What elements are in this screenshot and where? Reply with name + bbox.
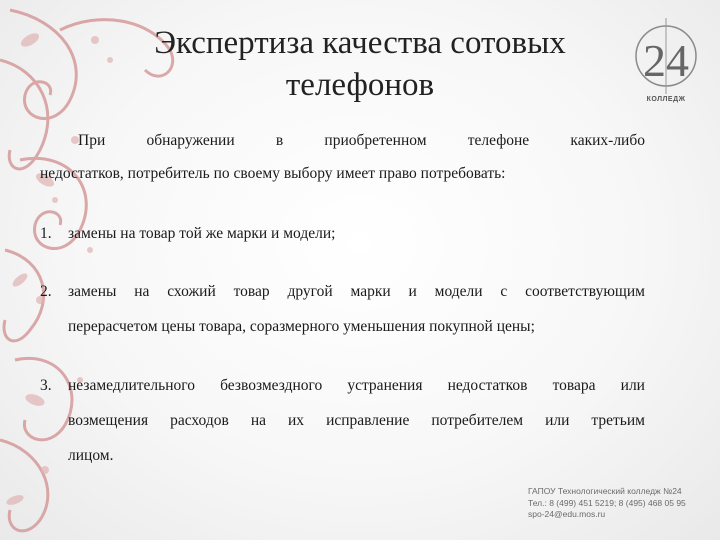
- word: модели: [434, 283, 483, 300]
- word: расходов: [170, 412, 229, 429]
- logo-numeral: 24: [643, 35, 689, 86]
- footer-contacts: [528, 486, 718, 521]
- word: товар: [233, 283, 270, 300]
- word: незамедлительного: [68, 377, 195, 394]
- word: обнаружении: [146, 132, 235, 149]
- page-title: Экспертиза качества сотовых телефонов: [154, 25, 566, 103]
- word: замены: [68, 283, 117, 300]
- word: схожий: [167, 283, 216, 300]
- word: приобретенном: [324, 132, 427, 149]
- word: и: [408, 283, 417, 300]
- word: безвозмездного: [220, 377, 323, 394]
- footer-phone: Тел.: 8 (499) 451 5219; 8 (495) 468 05 95: [528, 497, 686, 508]
- word: или: [545, 412, 570, 429]
- word: товара: [552, 377, 596, 394]
- list-item-number: 1.: [40, 225, 52, 242]
- intro-line-2: недостатков, потребитель по своему выбору имеет право потребовать:: [40, 165, 506, 182]
- list-item: [40, 216, 645, 251]
- word: в: [275, 132, 284, 149]
- footer-email: spo-24@edu.mos.ru: [528, 509, 606, 519]
- word: их: [288, 412, 305, 429]
- list-item-text: замены на товар той же марки и модели;: [68, 225, 336, 242]
- intro-paragraph: [40, 124, 645, 190]
- logo-caption: КОЛЛЕДЖ: [646, 96, 686, 103]
- list-item-line: [68, 274, 645, 309]
- word: с: [500, 283, 508, 300]
- word: соответствующим: [525, 283, 645, 300]
- word: потребителем: [431, 412, 524, 429]
- word: третьим: [591, 412, 645, 429]
- list-item: [40, 368, 645, 473]
- word: возмещения: [68, 412, 149, 429]
- list-item-number: 3.: [40, 377, 52, 394]
- word: другой: [287, 283, 333, 300]
- list-item-line: лицом.: [68, 447, 114, 464]
- list-item-line: [68, 403, 645, 438]
- list-item-number: 2.: [40, 283, 52, 300]
- word: При: [78, 132, 106, 149]
- word: марки: [350, 283, 391, 300]
- word: или: [620, 377, 645, 394]
- word: телефоне: [467, 132, 530, 149]
- word: на: [250, 412, 267, 429]
- word: недостатков: [447, 377, 528, 394]
- list-item-line: перерасчетом цены товара, соразмерного уменьшения покупной цены;: [68, 318, 535, 335]
- footer-org: ГАПОУ Технологический колледж №24: [528, 486, 682, 496]
- list-item: [40, 274, 645, 344]
- word: каких-либо: [570, 132, 645, 149]
- word: на: [134, 283, 150, 300]
- intro-line-1: [40, 124, 645, 157]
- word: исправление: [326, 412, 410, 429]
- list-item-line: [68, 368, 645, 403]
- word: устранения: [347, 377, 423, 394]
